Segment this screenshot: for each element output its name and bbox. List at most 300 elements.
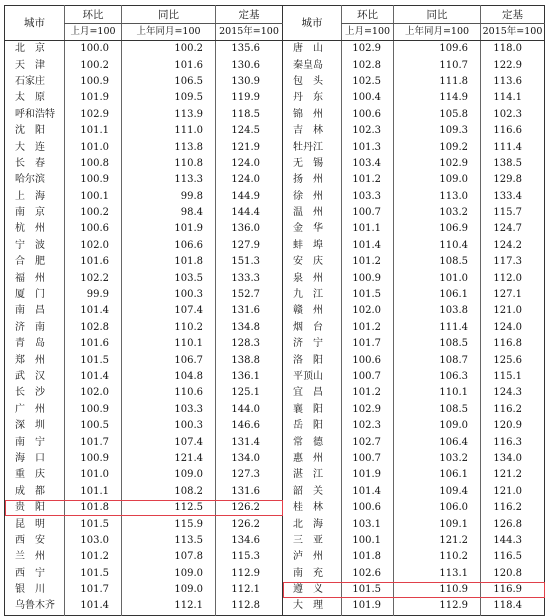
cell-yoy-right: 109.1 bbox=[394, 516, 481, 532]
cell-base-left: 128.3 bbox=[216, 336, 283, 352]
cell-base-left: 112.8 bbox=[216, 598, 283, 615]
cell-city-left: 大 连 bbox=[15, 141, 45, 153]
cell-base-left: 112.9 bbox=[216, 566, 283, 582]
cell-yoy-left: 107.4 bbox=[122, 434, 216, 450]
cell-mom-right: 102.5 bbox=[342, 74, 394, 90]
cell-base-left: 131.6 bbox=[216, 484, 283, 500]
table-row bbox=[5, 107, 545, 123]
cell-yoy-right: 106.4 bbox=[394, 434, 481, 450]
cell-city-right: 无 锡 bbox=[283, 156, 342, 172]
cell-city-right: 平顶山 bbox=[283, 369, 342, 385]
cell-mom-left: 100.2 bbox=[65, 57, 122, 73]
cell-city-right: 牡丹江 bbox=[283, 139, 342, 155]
cell-base-left: 130.6 bbox=[216, 57, 283, 73]
cell-yoy-right: 114.9 bbox=[394, 90, 481, 106]
cell-mom-left: 101.7 bbox=[65, 434, 122, 450]
cell-base-right: 111.4 bbox=[481, 139, 545, 155]
cell-mom-right: 103.1 bbox=[342, 516, 394, 532]
cell-city-left: 南 昌 bbox=[15, 305, 45, 317]
cell-mom-right: 100.6 bbox=[342, 352, 394, 368]
cell-yoy-left: 110.1 bbox=[122, 336, 216, 352]
table-header bbox=[5, 6, 545, 41]
cell-mom-left: 99.9 bbox=[65, 287, 122, 303]
table-row bbox=[5, 74, 545, 90]
cell-city-left: 厦 门 bbox=[15, 289, 45, 301]
cell-mom-right: 101.9 bbox=[342, 598, 394, 615]
cell-yoy-left: 112.5 bbox=[122, 500, 216, 516]
cell-mom-right: 101.3 bbox=[342, 139, 394, 155]
table-row bbox=[5, 254, 545, 270]
cell-base-right: 117.3 bbox=[481, 254, 545, 270]
cell-yoy-left: 106.5 bbox=[122, 74, 216, 90]
cell-base-left: 144.4 bbox=[216, 205, 283, 221]
cell-city-right: 包 头 bbox=[283, 74, 342, 90]
cell-mom-left: 101.1 bbox=[65, 123, 122, 139]
cell-yoy-right: 112.9 bbox=[394, 598, 481, 615]
header-mom-right: 环比 bbox=[342, 6, 394, 24]
table-row bbox=[5, 385, 545, 401]
cell-mom-right: 101.5 bbox=[342, 582, 394, 598]
cell-base-right: 122.9 bbox=[481, 57, 545, 73]
cell-mom-right: 102.6 bbox=[342, 566, 394, 582]
cell-city-right: 襄 阳 bbox=[283, 402, 342, 418]
cell-base-left: 112.1 bbox=[216, 582, 283, 598]
cell-base-right: 116.2 bbox=[481, 402, 545, 418]
table-row bbox=[5, 41, 545, 58]
cell-base-left: 152.7 bbox=[216, 287, 283, 303]
cell-mom-left: 101.5 bbox=[65, 352, 122, 368]
header-city-right: 城市 bbox=[283, 6, 342, 41]
table-row bbox=[5, 221, 545, 237]
cell-mom-right: 100.7 bbox=[342, 451, 394, 467]
subheader-mom-right: 上月=100 bbox=[342, 24, 394, 41]
cell-city-right: 三 亚 bbox=[283, 533, 342, 549]
cell-yoy-left: 115.9 bbox=[122, 516, 216, 532]
table-row bbox=[5, 205, 545, 221]
cell-base-right: 121.0 bbox=[481, 484, 545, 500]
cell-city-left: 沈 阳 bbox=[15, 125, 45, 137]
table-row bbox=[5, 189, 545, 205]
cell-base-right: 118.4 bbox=[481, 598, 545, 615]
cell-yoy-left: 111.0 bbox=[122, 123, 216, 139]
cell-mom-left: 100.9 bbox=[65, 402, 122, 418]
cell-yoy-right: 109.0 bbox=[394, 172, 481, 188]
cell-mom-left: 101.4 bbox=[65, 303, 122, 319]
cell-city-left: 合 肥 bbox=[15, 256, 45, 268]
cell-mom-right: 101.2 bbox=[342, 172, 394, 188]
table-row bbox=[5, 123, 545, 139]
cell-city-left: 昆 明 bbox=[15, 518, 45, 530]
cell-mom-right: 102.7 bbox=[342, 434, 394, 450]
cell-city-right: 温 州 bbox=[283, 205, 342, 221]
table-row bbox=[5, 467, 545, 483]
cell-mom-left: 101.5 bbox=[65, 516, 122, 532]
cell-base-right: 116.2 bbox=[481, 500, 545, 516]
table-row bbox=[5, 156, 545, 172]
cell-base-left: 124.5 bbox=[216, 123, 283, 139]
cell-mom-left: 101.6 bbox=[65, 336, 122, 352]
subheader-base-left: 2015年=100 bbox=[216, 24, 283, 41]
cell-mom-right: 103.3 bbox=[342, 189, 394, 205]
cell-mom-left: 102.2 bbox=[65, 270, 122, 286]
cell-city-left: 银 川 bbox=[15, 584, 45, 596]
cell-base-left: 118.5 bbox=[216, 107, 283, 123]
cell-mom-right: 100.1 bbox=[342, 533, 394, 549]
cell-base-right: 124.2 bbox=[481, 238, 545, 254]
cell-mom-left: 101.4 bbox=[65, 369, 122, 385]
cell-mom-right: 102.3 bbox=[342, 123, 394, 139]
cell-city-left: 乌鲁木齐 bbox=[15, 600, 55, 612]
table-row bbox=[5, 90, 545, 106]
cell-mom-left: 102.9 bbox=[65, 107, 122, 123]
cell-yoy-right: 103.2 bbox=[394, 451, 481, 467]
cell-yoy-left: 101.9 bbox=[122, 221, 216, 237]
cell-yoy-left: 100.3 bbox=[122, 418, 216, 434]
cell-base-right: 102.3 bbox=[481, 107, 545, 123]
cell-city-right: 常 德 bbox=[283, 434, 342, 450]
cell-yoy-right: 111.8 bbox=[394, 74, 481, 90]
cell-base-right: 127.1 bbox=[481, 287, 545, 303]
cell-mom-left: 102.8 bbox=[65, 320, 122, 336]
table-row bbox=[5, 287, 545, 303]
cell-city-left: 贵 阳 bbox=[15, 502, 45, 514]
cell-yoy-left: 113.5 bbox=[122, 533, 216, 549]
header-city-left: 城市 bbox=[5, 6, 65, 41]
cell-base-left: 136.0 bbox=[216, 221, 283, 237]
cell-yoy-right: 110.1 bbox=[394, 385, 481, 401]
cell-base-right: 121.0 bbox=[481, 303, 545, 319]
cell-mom-left: 100.9 bbox=[65, 451, 122, 467]
cell-base-right: 129.8 bbox=[481, 172, 545, 188]
cell-mom-left: 101.4 bbox=[65, 598, 122, 615]
cell-mom-left: 100.0 bbox=[65, 41, 122, 58]
cell-city-left: 兰 州 bbox=[15, 551, 45, 563]
cell-city-left: 成 都 bbox=[15, 485, 45, 497]
cell-yoy-left: 103.3 bbox=[122, 402, 216, 418]
cell-city-right: 秦皇岛 bbox=[283, 57, 342, 73]
price-index-table bbox=[4, 5, 545, 616]
cell-mom-left: 101.9 bbox=[65, 90, 122, 106]
cell-base-right: 116.3 bbox=[481, 434, 545, 450]
cell-base-left: 130.9 bbox=[216, 74, 283, 90]
cell-yoy-right: 110.9 bbox=[394, 582, 481, 598]
cell-yoy-right: 108.5 bbox=[394, 254, 481, 270]
cell-city-left: 郑 州 bbox=[15, 354, 45, 366]
cell-city-left: 深 圳 bbox=[15, 420, 45, 432]
table-row bbox=[5, 549, 545, 565]
cell-yoy-left: 110.2 bbox=[122, 320, 216, 336]
cell-mom-right: 100.6 bbox=[342, 107, 394, 123]
cell-base-left: 135.6 bbox=[216, 41, 283, 58]
cell-base-left: 131.4 bbox=[216, 434, 283, 450]
cell-mom-right: 100.7 bbox=[342, 369, 394, 385]
cell-base-left: 119.9 bbox=[216, 90, 283, 106]
cell-mom-right: 101.9 bbox=[342, 467, 394, 483]
cell-yoy-right: 109.6 bbox=[394, 41, 481, 58]
cell-base-left: 121.9 bbox=[216, 139, 283, 155]
cell-base-right: 118.0 bbox=[481, 41, 545, 58]
table-row bbox=[5, 320, 545, 336]
cell-base-right: 124.7 bbox=[481, 221, 545, 237]
cell-mom-left: 103.0 bbox=[65, 533, 122, 549]
cell-base-right: 116.9 bbox=[481, 582, 545, 598]
cell-base-left: 133.3 bbox=[216, 270, 283, 286]
cell-base-left: 127.3 bbox=[216, 467, 283, 483]
subheader-mom-left: 上月=100 bbox=[65, 24, 122, 41]
table-row bbox=[5, 369, 545, 385]
cell-base-right: 114.1 bbox=[481, 90, 545, 106]
cell-yoy-right: 113.1 bbox=[394, 566, 481, 582]
cell-base-left: 144.0 bbox=[216, 402, 283, 418]
cell-mom-left: 100.1 bbox=[65, 189, 122, 205]
cell-base-left: 144.9 bbox=[216, 189, 283, 205]
cell-base-left: 124.0 bbox=[216, 156, 283, 172]
header-yoy-right: 同比 bbox=[394, 6, 481, 24]
cell-city-left: 杭 州 bbox=[15, 223, 45, 235]
table-row bbox=[5, 352, 545, 368]
cell-city-right: 九 江 bbox=[283, 287, 342, 303]
table-row bbox=[5, 598, 545, 615]
cell-yoy-left: 113.9 bbox=[122, 107, 216, 123]
cell-city-left: 济 南 bbox=[15, 321, 45, 333]
cell-yoy-right: 109.3 bbox=[394, 123, 481, 139]
subheader-yoy-right: 上年同月=100 bbox=[394, 24, 481, 41]
cell-mom-right: 100.9 bbox=[342, 270, 394, 286]
cell-yoy-left: 109.5 bbox=[122, 90, 216, 106]
cell-yoy-right: 113.0 bbox=[394, 189, 481, 205]
cell-yoy-right: 108.7 bbox=[394, 352, 481, 368]
cell-base-right: 138.5 bbox=[481, 156, 545, 172]
table-row bbox=[5, 336, 545, 352]
cell-yoy-left: 100.3 bbox=[122, 287, 216, 303]
table-row bbox=[5, 484, 545, 500]
cell-yoy-right: 102.9 bbox=[394, 156, 481, 172]
cell-yoy-right: 108.5 bbox=[394, 336, 481, 352]
cell-yoy-left: 104.8 bbox=[122, 369, 216, 385]
cell-mom-right: 101.7 bbox=[342, 336, 394, 352]
cell-city-left: 长 沙 bbox=[15, 387, 45, 399]
table-row bbox=[5, 566, 545, 582]
cell-base-right: 112.0 bbox=[481, 270, 545, 286]
cell-city-right: 唐 山 bbox=[283, 41, 342, 58]
cell-yoy-right: 109.4 bbox=[394, 484, 481, 500]
cell-city-right: 南 充 bbox=[283, 566, 342, 582]
cell-yoy-right: 103.8 bbox=[394, 303, 481, 319]
cell-base-left: 131.6 bbox=[216, 303, 283, 319]
cell-city-right: 丹 东 bbox=[283, 90, 342, 106]
cell-yoy-right: 121.2 bbox=[394, 533, 481, 549]
cell-yoy-left: 109.0 bbox=[122, 566, 216, 582]
cell-city-left: 西 安 bbox=[15, 534, 45, 546]
cell-yoy-left: 109.0 bbox=[122, 582, 216, 598]
cell-mom-left: 101.1 bbox=[65, 484, 122, 500]
cell-city-left: 长 春 bbox=[15, 157, 45, 169]
cell-base-left: 138.8 bbox=[216, 352, 283, 368]
cell-yoy-left: 110.8 bbox=[122, 156, 216, 172]
cell-city-right: 桂 林 bbox=[283, 500, 342, 516]
cell-mom-right: 101.2 bbox=[342, 320, 394, 336]
cell-yoy-right: 106.3 bbox=[394, 369, 481, 385]
table-row bbox=[5, 533, 545, 549]
cell-yoy-right: 110.7 bbox=[394, 57, 481, 73]
cell-city-right: 泉 州 bbox=[283, 270, 342, 286]
table-row bbox=[5, 139, 545, 155]
cell-city-left: 武 汉 bbox=[15, 371, 45, 382]
cell-yoy-left: 101.8 bbox=[122, 254, 216, 270]
cell-mom-right: 102.0 bbox=[342, 303, 394, 319]
cell-base-right: 121.2 bbox=[481, 467, 545, 483]
subheader-yoy-left: 上年同月=100 bbox=[122, 24, 216, 41]
cell-yoy-left: 110.6 bbox=[122, 385, 216, 401]
cell-city-left: 北 京 bbox=[15, 43, 45, 55]
cell-city-right: 洛 阳 bbox=[283, 352, 342, 368]
cell-base-right: 116.6 bbox=[481, 123, 545, 139]
cell-city-right: 扬 州 bbox=[283, 172, 342, 188]
cell-city-left: 重 庆 bbox=[15, 469, 45, 481]
cell-city-right: 韶 关 bbox=[283, 484, 342, 500]
cell-city-right: 湛 江 bbox=[283, 467, 342, 483]
price-index-table-sheet bbox=[4, 5, 544, 612]
cell-yoy-right: 106.0 bbox=[394, 500, 481, 516]
cell-city-right: 徐 州 bbox=[283, 189, 342, 205]
cell-mom-right: 101.1 bbox=[342, 221, 394, 237]
cell-mom-right: 103.4 bbox=[342, 156, 394, 172]
cell-city-right: 泸 州 bbox=[283, 549, 342, 565]
cell-base-left: 136.1 bbox=[216, 369, 283, 385]
cell-base-left: 126.2 bbox=[216, 500, 283, 516]
cell-mom-left: 100.9 bbox=[65, 74, 122, 90]
cell-mom-right: 100.4 bbox=[342, 90, 394, 106]
table-row bbox=[5, 402, 545, 418]
cell-base-left: 134.6 bbox=[216, 533, 283, 549]
cell-city-left: 哈尔滨 bbox=[15, 174, 45, 186]
cell-city-right: 大 理 bbox=[283, 598, 342, 615]
cell-city-right: 烟 台 bbox=[283, 320, 342, 336]
cell-base-left: 124.0 bbox=[216, 172, 283, 188]
cell-city-left: 青 岛 bbox=[15, 338, 45, 350]
table-row bbox=[5, 270, 545, 286]
cell-mom-right: 102.3 bbox=[342, 418, 394, 434]
cell-mom-right: 102.8 bbox=[342, 57, 394, 73]
cell-yoy-left: 106.6 bbox=[122, 238, 216, 254]
table-row bbox=[5, 434, 545, 450]
cell-mom-left: 101.8 bbox=[65, 500, 122, 516]
cell-mom-right: 101.5 bbox=[342, 287, 394, 303]
table-row bbox=[5, 303, 545, 319]
cell-base-right: 126.8 bbox=[481, 516, 545, 532]
table-body bbox=[5, 41, 545, 616]
cell-yoy-left: 112.1 bbox=[122, 598, 216, 615]
cell-mom-left: 100.8 bbox=[65, 156, 122, 172]
cell-city-right: 北 海 bbox=[283, 516, 342, 532]
cell-city-left: 天 津 bbox=[15, 59, 45, 71]
subheader-base-right: 2015年=100 bbox=[481, 24, 545, 41]
cell-base-right: 144.3 bbox=[481, 533, 545, 549]
cell-base-left: 127.9 bbox=[216, 238, 283, 254]
cell-yoy-left: 101.6 bbox=[122, 57, 216, 73]
cell-city-right: 遵 义 bbox=[283, 582, 342, 598]
cell-yoy-left: 113.8 bbox=[122, 139, 216, 155]
cell-city-left: 南 宁 bbox=[15, 436, 45, 448]
cell-yoy-right: 110.2 bbox=[394, 549, 481, 565]
cell-mom-right: 101.4 bbox=[342, 238, 394, 254]
cell-mom-left: 101.7 bbox=[65, 582, 122, 598]
cell-mom-left: 102.0 bbox=[65, 238, 122, 254]
cell-yoy-right: 110.4 bbox=[394, 238, 481, 254]
cell-city-left: 石家庄 bbox=[15, 75, 45, 87]
cell-yoy-right: 106.1 bbox=[394, 467, 481, 483]
cell-base-left: 115.3 bbox=[216, 549, 283, 565]
cell-yoy-right: 111.4 bbox=[394, 320, 481, 336]
cell-city-right: 宜 昌 bbox=[283, 385, 342, 401]
cell-base-right: 125.6 bbox=[481, 352, 545, 368]
cell-yoy-left: 107.8 bbox=[122, 549, 216, 565]
cell-city-left: 福 州 bbox=[15, 272, 45, 284]
cell-city-left: 南 京 bbox=[15, 207, 45, 219]
table-row bbox=[5, 451, 545, 467]
cell-yoy-left: 107.4 bbox=[122, 303, 216, 319]
cell-base-left: 134.8 bbox=[216, 320, 283, 336]
cell-base-right: 134.0 bbox=[481, 451, 545, 467]
cell-yoy-right: 105.8 bbox=[394, 107, 481, 123]
cell-city-right: 惠 州 bbox=[283, 451, 342, 467]
cell-yoy-right: 106.1 bbox=[394, 287, 481, 303]
cell-city-right: 锦 州 bbox=[283, 107, 342, 123]
cell-yoy-right: 108.5 bbox=[394, 402, 481, 418]
cell-base-right: 113.6 bbox=[481, 74, 545, 90]
cell-mom-left: 100.2 bbox=[65, 205, 122, 221]
table-row bbox=[5, 57, 545, 73]
cell-mom-right: 101.8 bbox=[342, 549, 394, 565]
cell-yoy-left: 106.7 bbox=[122, 352, 216, 368]
cell-mom-left: 100.9 bbox=[65, 172, 122, 188]
cell-mom-left: 101.6 bbox=[65, 254, 122, 270]
cell-mom-right: 100.6 bbox=[342, 500, 394, 516]
cell-mom-right: 102.9 bbox=[342, 41, 394, 58]
cell-city-left: 西 宁 bbox=[15, 567, 45, 579]
cell-base-right: 120.9 bbox=[481, 418, 545, 434]
header-mom-left: 环比 bbox=[65, 6, 122, 24]
table-row bbox=[5, 418, 545, 434]
cell-yoy-right: 103.2 bbox=[394, 205, 481, 221]
cell-city-right: 蚌 埠 bbox=[283, 238, 342, 254]
cell-mom-left: 100.6 bbox=[65, 221, 122, 237]
cell-base-left: 146.6 bbox=[216, 418, 283, 434]
cell-yoy-left: 100.2 bbox=[122, 41, 216, 58]
cell-base-left: 126.2 bbox=[216, 516, 283, 532]
cell-city-left: 海 口 bbox=[15, 452, 45, 464]
cell-mom-right: 101.2 bbox=[342, 254, 394, 270]
cell-city-right: 岳 阳 bbox=[283, 418, 342, 434]
cell-yoy-right: 101.0 bbox=[394, 270, 481, 286]
cell-mom-right: 102.9 bbox=[342, 402, 394, 418]
cell-yoy-right: 109.2 bbox=[394, 139, 481, 155]
cell-yoy-left: 113.3 bbox=[122, 172, 216, 188]
cell-base-right: 116.8 bbox=[481, 336, 545, 352]
cell-base-right: 133.4 bbox=[481, 189, 545, 205]
cell-yoy-left: 121.4 bbox=[122, 451, 216, 467]
header-yoy-left: 同比 bbox=[122, 6, 216, 24]
table-row bbox=[5, 582, 545, 598]
cell-city-right: 赣 州 bbox=[283, 303, 342, 319]
cell-base-left: 125.1 bbox=[216, 385, 283, 401]
cell-base-right: 124.3 bbox=[481, 385, 545, 401]
cell-mom-left: 101.2 bbox=[65, 549, 122, 565]
table-row bbox=[5, 238, 545, 254]
cell-mom-left: 101.0 bbox=[65, 467, 122, 483]
cell-base-left: 134.0 bbox=[216, 451, 283, 467]
cell-mom-right: 101.4 bbox=[342, 484, 394, 500]
